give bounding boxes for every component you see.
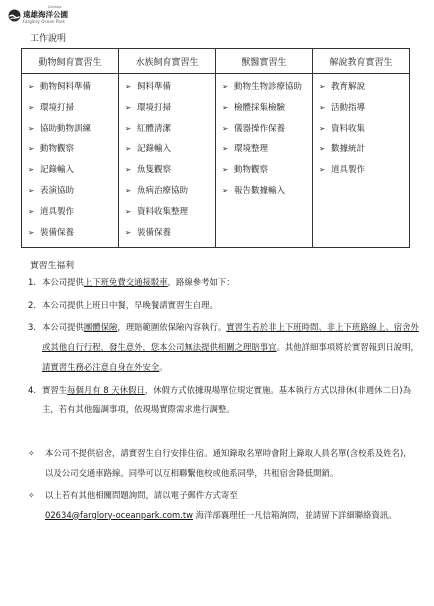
duty-item: [222, 77, 312, 98]
duty-item: [28, 77, 118, 98]
duty-item: [28, 119, 118, 140]
diamond-star-icon: ✧: [28, 491, 35, 500]
duty-item: [28, 160, 118, 181]
duty-item: [125, 181, 215, 202]
contact-email[interactable]: 02634@farglory-oceanpark.com.tw: [45, 509, 193, 520]
duty-column-aquatic: [119, 74, 216, 248]
duty-item-label: 道具製作: [40, 206, 75, 217]
note-item: [28, 444, 420, 483]
duty-item-label: 環境整理: [234, 144, 269, 155]
duty-item: [125, 202, 215, 223]
arrowhead-icon: ➢: [319, 102, 326, 112]
duty-item: [222, 139, 312, 160]
welfare-emphasis-text: 每個月有 8 天休假日: [67, 384, 145, 395]
diamond-star-icon: ✧: [28, 449, 35, 458]
duty-item: [222, 160, 312, 181]
duty-item: [319, 160, 409, 181]
welfare-text: ，休假方式依據現場單位規定實施。基本執行方式以排休(非週休二日)為主，若有其他臨調事項，依現場實際需求進行調整。: [42, 384, 411, 415]
welfare-item-number: 2.: [28, 299, 36, 310]
welfare-item-number: 4.: [28, 384, 36, 395]
duty-item-label: 環境打掃: [137, 102, 172, 113]
duty-item-label: 動物觀察: [40, 144, 75, 155]
duty-item: [125, 223, 215, 244]
duty-column-education: [313, 74, 410, 248]
welfare-emphasis-text: 實習生若於非上下班時間、非上下班路線上、宿舍外或其他自行行程，發生意外，您本公司無法提供相關之理賠事宜: [42, 322, 419, 353]
arrowhead-icon: ➢: [28, 123, 35, 133]
notes-list: [28, 444, 420, 528]
duty-item-label: 協助動物訓練: [40, 123, 92, 134]
welfare-text: 本公司提供: [42, 322, 84, 333]
duty-item: [319, 77, 409, 98]
welfare-list: [28, 273, 420, 423]
welfare-item: [28, 381, 420, 420]
column-header: 水族飼育實習生: [119, 49, 216, 74]
duties-body-row: [22, 74, 410, 248]
duty-item-label: 魚病治療協助: [137, 185, 189, 196]
welfare-text: 本公司提供: [42, 277, 84, 287]
duty-item-label: 資料收集整理: [137, 206, 189, 217]
arrowhead-icon: ➢: [222, 102, 229, 112]
column-header: 解說教育實習生: [313, 49, 410, 74]
welfare-text: ，路線參考如下：: [167, 277, 235, 287]
duty-item: [125, 98, 215, 119]
welfare-emphasis-text: 請實習生務必注意自身在外安全: [42, 361, 160, 372]
duty-item: [28, 223, 118, 244]
note-item: [28, 486, 420, 525]
duty-item: [28, 202, 118, 223]
duty-item-label: 動物觀察: [234, 165, 269, 176]
duty-item-label: 紅體清潔: [137, 123, 172, 134]
column-header: 動物飼育實習生: [22, 49, 119, 74]
wave-logo-icon: [8, 9, 21, 22]
arrowhead-icon: ➢: [28, 102, 35, 112]
duty-item-label: 裝備保養: [137, 227, 172, 238]
duty-item-label: 道具製作: [331, 165, 366, 176]
welfare-item-number: 1.: [28, 277, 36, 287]
welfare-emphasis-text: 團體保險: [83, 322, 118, 333]
arrowhead-icon: ➢: [28, 144, 35, 154]
welfare-item: [28, 296, 420, 316]
duty-item: [28, 139, 118, 160]
arrowhead-icon: ➢: [125, 82, 132, 91]
duty-item-label: 飼料準備: [137, 82, 172, 92]
duty-column-animal: [22, 74, 119, 248]
duty-item: [222, 181, 312, 202]
duty-item: [319, 98, 409, 119]
company-logo: [8, 6, 74, 28]
arrowhead-icon: ➢: [125, 185, 132, 195]
arrowhead-icon: ➢: [125, 144, 132, 154]
duty-item-label: 資料收集: [331, 123, 366, 134]
arrowhead-icon: ➢: [28, 185, 35, 195]
duty-item: [28, 181, 118, 202]
duty-item-label: 儀器操作保養: [234, 123, 286, 134]
duty-item: [125, 119, 215, 140]
logo-subtitle: Farglory Ocean Park: [23, 19, 65, 24]
duty-item-label: 記錄輸入: [40, 165, 75, 176]
welfare-text: 實習生: [42, 384, 68, 395]
arrowhead-icon: ➢: [222, 82, 229, 91]
arrowhead-icon: ➢: [28, 165, 35, 175]
duty-item: [28, 98, 118, 119]
logo-name: 遠雄海洋公園: [23, 10, 68, 19]
duty-item: [222, 119, 312, 140]
welfare-item: [28, 273, 420, 293]
welfare-text: 。: [159, 361, 168, 372]
welfare-text: 本公司提供上班日中餐，早晚餐請實習生自理。: [42, 299, 218, 310]
welfare-emphasis-text: 上下班免費交通接駁車: [83, 277, 168, 287]
note-text-tail: 海洋部襄理任一凡信箱詢問，並請留下詳細聯絡資訊。: [193, 509, 397, 520]
duty-item: [222, 98, 312, 119]
duty-item-label: 環境打掃: [40, 102, 75, 113]
duty-item-label: 活動指導: [331, 102, 366, 113]
arrowhead-icon: ➢: [28, 206, 35, 216]
welfare-text: 。其他詳細事項將於實習報到日說明，: [276, 342, 419, 353]
duty-item-label: 裝備保養: [40, 227, 75, 238]
duties-title: 工作說明: [30, 34, 67, 44]
duty-item: [319, 119, 409, 140]
duty-column-vet: [216, 74, 313, 248]
arrowhead-icon: ➢: [319, 123, 326, 133]
welfare-item-number: 3.: [28, 322, 36, 333]
duty-item-label: 動物生物診療協助: [234, 82, 303, 92]
note-text-lead: 以上若有其他相關問題詢問，請以電子郵件方式寄至: [45, 490, 238, 500]
duty-item-label: 檢體採集檢驗: [234, 102, 286, 113]
welfare-item: [28, 318, 420, 377]
welfare-title: 實習生福利: [30, 261, 74, 271]
column-header: 獸醫實習生: [216, 49, 313, 74]
logo-small-text: Glorlaw: [48, 5, 62, 9]
arrowhead-icon: ➢: [222, 123, 229, 133]
duty-item: [125, 77, 215, 98]
welfare-text: ，理賠範圍依保險內容執行。: [117, 322, 227, 333]
arrowhead-icon: ➢: [222, 185, 229, 195]
arrowhead-icon: ➢: [319, 144, 326, 154]
duties-table: [21, 48, 410, 248]
duty-item: [125, 139, 215, 160]
arrowhead-icon: ➢: [319, 82, 326, 91]
arrowhead-icon: ➢: [125, 165, 132, 175]
arrowhead-icon: ➢: [28, 82, 35, 91]
duties-header-row: [22, 49, 410, 74]
duty-item-label: 魚隻觀察: [137, 165, 172, 176]
arrowhead-icon: ➢: [125, 123, 132, 133]
arrowhead-icon: ➢: [125, 206, 132, 216]
arrowhead-icon: ➢: [319, 165, 326, 175]
arrowhead-icon: ➢: [125, 227, 132, 237]
duty-item-label: 教育解說: [331, 82, 366, 92]
note-text: 本公司不提供宿舍，請實習生自行安排住宿。通知錄取名單時會附上錄取人員名單(含校系及姓名)，以及公司交通車路線。同學可以互相聯繫他校或他系同學，共租宿舍降低開銷。: [45, 448, 412, 478]
duty-item-label: 表演協助: [40, 185, 75, 196]
duty-item-label: 報告數據輸入: [234, 185, 286, 196]
duty-item: [319, 139, 409, 160]
duty-item-label: 數據統計: [331, 144, 366, 155]
duty-item-label: 動物飼料準備: [40, 82, 92, 92]
duty-item: [125, 160, 215, 181]
arrowhead-icon: ➢: [28, 227, 35, 237]
arrowhead-icon: ➢: [222, 165, 229, 175]
arrowhead-icon: ➢: [222, 144, 229, 154]
duty-item-label: 記錄輸入: [137, 144, 172, 155]
arrowhead-icon: ➢: [125, 102, 132, 112]
